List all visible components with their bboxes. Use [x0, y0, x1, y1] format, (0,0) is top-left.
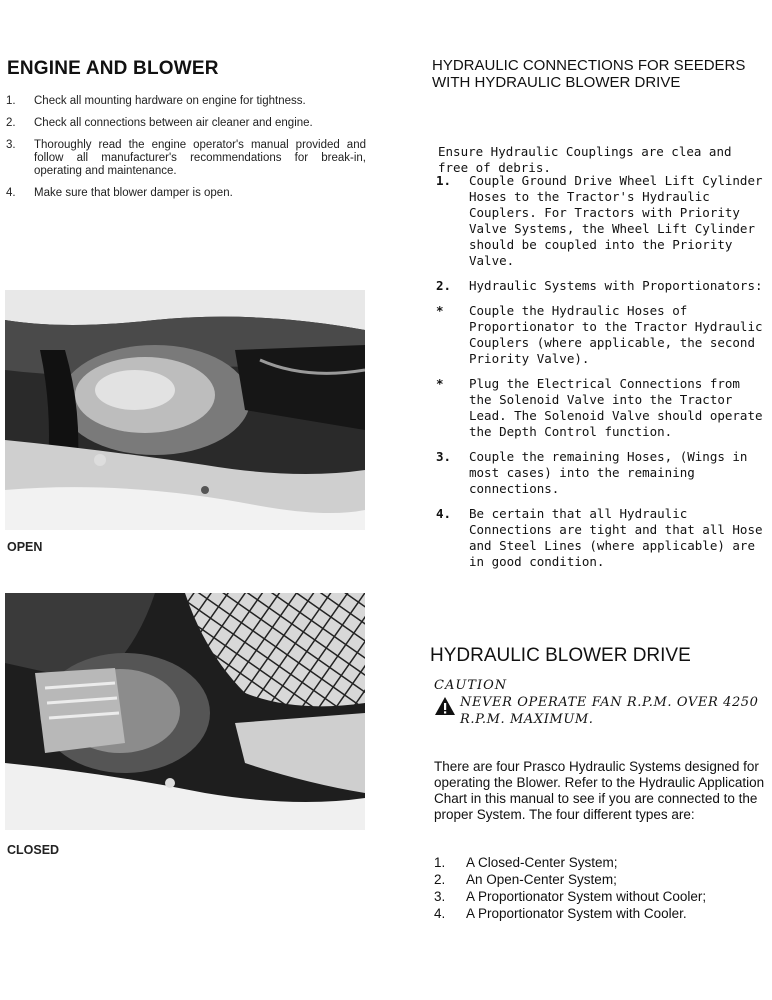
system-text: A Proportionator System without Cooler; — [466, 889, 707, 904]
step-text: Couple the Hydraulic Hoses of Proportionator to the Tractor Hydraulic Couplers (where applicable, the second Priority Valve). — [469, 303, 763, 366]
system-text: An Open-Center System; — [466, 872, 617, 887]
system-text: A Closed-Center System; — [466, 855, 618, 870]
system-text: A Proportionator System with Cooler. — [466, 906, 687, 921]
engine-blower-heading: ENGINE AND BLOWER — [7, 58, 219, 79]
caution-text: NEVER OPERATE FAN R.P.M. OVER 4250 R.P.M. MAXIMUM. — [460, 695, 759, 727]
caution-title: CAUTION — [434, 678, 508, 693]
list-item — [434, 855, 772, 871]
damper-open-image — [5, 290, 365, 530]
step-text: Hydraulic Systems with Proportionators: — [469, 278, 763, 293]
closed-caption: CLOSED — [7, 843, 60, 857]
list-item — [434, 872, 772, 888]
hydraulic-connections-heading: HYDRAULIC CONNECTIONS FOR SEEDERS WITH HYDRAULIC BLOWER DRIVE — [432, 57, 746, 91]
list-item — [436, 449, 766, 497]
list-item — [436, 278, 766, 294]
caution-block — [434, 678, 764, 728]
step-text: Couple Ground Drive Wheel Lift Cylinder Hoses to the Tractor's Hydraulic Couplers. For Tractors with Priority Valve Systems, the Wheel Lift Cylinder should be coupled into the Priority Valve. — [469, 173, 763, 268]
list-item — [6, 187, 366, 200]
hydraulic-systems-list — [434, 855, 772, 923]
caution-row — [434, 694, 764, 728]
couplings-intro: Ensure Hydraulic Couplings are clea and free of debris. — [438, 143, 732, 175]
blower-damper-open-photo — [5, 290, 365, 530]
hydraulic-blower-drive-heading: HYDRAULIC BLOWER DRIVE — [430, 645, 691, 666]
step-text: Be certain that all Hydraulic Connections are tight and that all Hose and Steel Lines (where applicable) are in good condition. — [469, 506, 763, 569]
system-number: 2. — [434, 872, 446, 887]
step-bullet: * — [436, 376, 444, 391]
list-item — [6, 139, 366, 178]
open-caption: OPEN — [7, 540, 43, 554]
step-number: 1. — [6, 95, 16, 107]
system-number: 3. — [434, 889, 446, 904]
step-number: 2. — [436, 278, 452, 293]
step-text: Plug the Electrical Connections from the Solenoid Valve into the Tractor Lead. The Solenoid Valve should operate the Depth Control function. — [469, 376, 763, 439]
step-number: 3. — [436, 449, 452, 464]
system-number: 4. — [434, 906, 446, 921]
list-item — [434, 906, 772, 922]
step-text: Thoroughly read the engine operator's manual provided and follow all manufacturer's recommendations for break-in, operating and maintenance. — [34, 139, 366, 177]
step-number: 4. — [436, 506, 452, 521]
list-item — [6, 95, 366, 108]
damper-closed-image — [5, 593, 365, 830]
engine-steps-list — [6, 95, 366, 209]
list-item — [436, 173, 766, 269]
step-number: 2. — [6, 117, 16, 129]
list-item — [436, 376, 766, 440]
step-number: 1. — [436, 173, 452, 188]
step-text: Couple the remaining Hoses, (Wings in most cases) into the remaining connections. — [469, 449, 748, 496]
step-text: Check all connections between air cleaner and engine. — [34, 117, 313, 129]
step-text: Make sure that blower damper is open. — [34, 187, 233, 199]
hydraulic-systems-paragraph: There are four Prasco Hydraulic Systems designed for operating the Blower. Refer to the Hydraulic Application Chart in this manual to see if you are connected to the proper System. The four different types are: — [434, 758, 765, 822]
blower-damper-closed-photo — [5, 593, 365, 830]
list-item — [436, 303, 766, 367]
step-number: 4. — [6, 187, 16, 199]
step-text: Check all mounting hardware on engine for tightness. — [34, 95, 306, 107]
list-item — [6, 117, 366, 130]
warning-triangle-icon — [434, 696, 456, 716]
hydraulic-steps-list — [436, 173, 766, 579]
list-item — [436, 506, 766, 570]
step-bullet: * — [436, 303, 444, 318]
list-item — [434, 889, 772, 905]
system-number: 1. — [434, 855, 446, 870]
step-number: 3. — [6, 139, 16, 151]
